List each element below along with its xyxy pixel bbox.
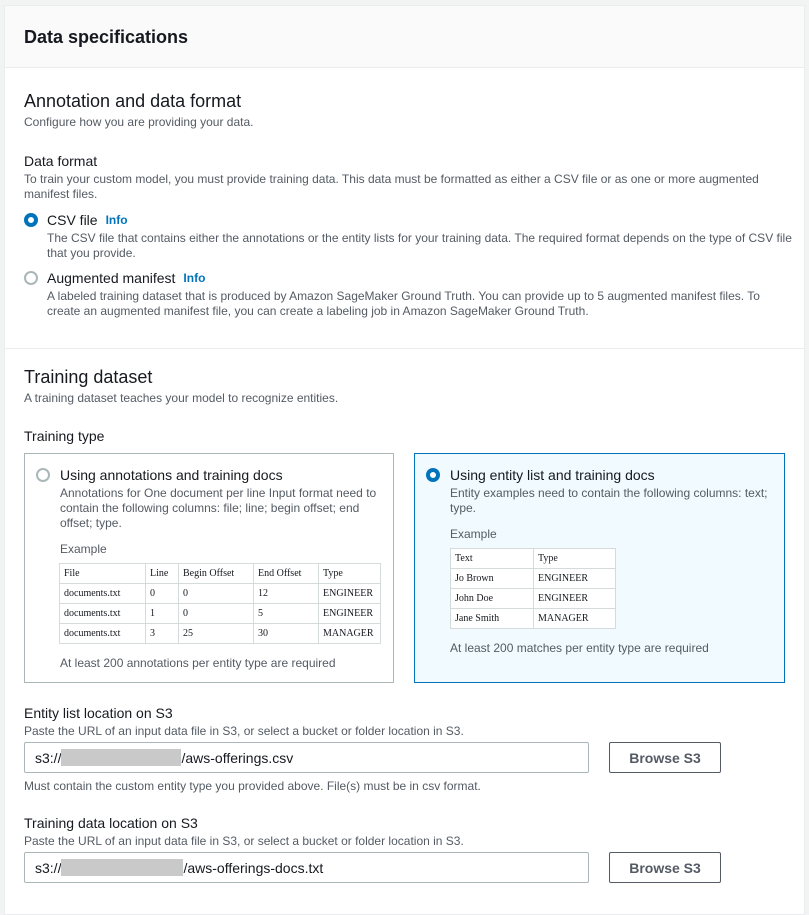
table-header-row: [60, 564, 381, 584]
annotations-example-table: [59, 563, 381, 644]
table-cell: 25: [179, 624, 254, 644]
table-cell: documents.txt: [60, 584, 146, 604]
table-cell: 0: [179, 604, 254, 624]
table-row: [451, 569, 616, 589]
table-header-cell: End Offset: [254, 564, 319, 584]
table-header-cell: File: [60, 564, 146, 584]
table-cell: 30: [254, 624, 319, 644]
training-data-location-description: Paste the URL of an input data file in S3, or select a bucket or folder location in S3.: [24, 834, 464, 848]
table-row: [451, 609, 616, 629]
augmented-manifest-radio[interactable]: [24, 271, 38, 285]
augmented-manifest-option-label: Augmented manifest: [47, 270, 176, 286]
training-data-location-label: Training data location on S3: [24, 815, 198, 831]
table-header-cell: Text: [451, 549, 534, 569]
redacted-bucket-name: [61, 749, 181, 766]
table-header-cell: Line: [146, 564, 179, 584]
entity-list-location-hint: Must contain the custom entity type you provided above. File(s) must be in csv format.: [24, 779, 481, 793]
training-data-location-prefix: s3://: [35, 859, 62, 876]
table-row: [451, 589, 616, 609]
csv-info-link[interactable]: Info: [105, 213, 128, 227]
table-row: [60, 604, 381, 624]
table-cell: 3: [146, 624, 179, 644]
data-format-option-augmented-manifest[interactable]: [24, 270, 794, 319]
table-cell: Jane Smith: [451, 609, 534, 629]
csv-option-label: CSV file: [47, 212, 98, 228]
training-data-location-suffix: /aws-offerings-docs.txt: [183, 859, 324, 876]
table-header-row: [451, 549, 616, 569]
annotations-tile-description: Annotations for One document per line Input format need to contain the following columns: file; line; begin offset; end offset; type.: [60, 486, 377, 530]
training-type-tile-entity-list[interactable]: [414, 453, 785, 683]
table-header-cell: Begin Offset: [179, 564, 254, 584]
augmented-manifest-option-description: A labeled training dataset that is produced by Amazon SageMaker Ground Truth. You can provide up to 5 augmented manifest files. To create an augmented manifest file, you can create a labeling job in Amazon SageMaker Ground Truth.: [47, 289, 760, 318]
table-cell: ENGINEER: [319, 604, 381, 624]
table-cell: ENGINEER: [319, 584, 381, 604]
data-format-option-csv[interactable]: [24, 212, 794, 261]
table-row: [60, 624, 381, 644]
training-dataset-heading: Training dataset: [24, 367, 153, 387]
csv-option-description: The CSV file that contains either the annotations or the entity lists for your training data. The required format depends on the type of CSV file that you provide.: [47, 231, 792, 260]
annotation-format-description: Configure how you are providing your data.: [24, 115, 254, 129]
annotation-format-section: [24, 91, 794, 319]
table-cell: 12: [254, 584, 319, 604]
entity-tile-footnote: At least 200 matches per entity type are required: [450, 641, 709, 655]
training-dataset-section: [24, 367, 794, 444]
training-type-tile-annotations[interactable]: [24, 453, 394, 683]
annotations-example-label: Example: [60, 542, 107, 556]
training-type-label: Training type: [24, 428, 105, 444]
data-specifications-panel: [4, 5, 805, 915]
entity-list-location-label: Entity list location on S3: [24, 705, 173, 721]
table-header-cell: Type: [319, 564, 381, 584]
table-cell: ENGINEER: [534, 569, 616, 589]
annotations-radio[interactable]: [36, 468, 50, 482]
training-data-browse-s3-button[interactable]: Browse S3: [609, 852, 721, 883]
data-format-description: To train your custom model, you must provide training data. This data must be formatted as either a CSV file or as one or more augmented manifest files.: [24, 172, 759, 201]
entity-list-location-description: Paste the URL of an input data file in S3, or select a bucket or folder location in S3.: [24, 724, 464, 738]
section-divider: [5, 348, 804, 349]
table-cell: MANAGER: [534, 609, 616, 629]
training-dataset-description: A training dataset teaches your model to recognize entities.: [24, 391, 339, 405]
entity-example-label: Example: [450, 527, 497, 541]
table-cell: John Doe: [451, 589, 534, 609]
table-cell: 0: [146, 584, 179, 604]
entity-tile-title: Using entity list and training docs: [450, 467, 655, 483]
annotation-format-heading: Annotation and data format: [24, 91, 242, 111]
redacted-bucket-name: [61, 859, 183, 876]
table-cell: documents.txt: [60, 624, 146, 644]
table-cell: Jo Brown: [451, 569, 534, 589]
annotations-tile-footnote: At least 200 annotations per entity type are required: [60, 656, 336, 670]
entity-list-radio[interactable]: [426, 468, 440, 482]
entity-list-location-suffix: /aws-offerings.csv: [181, 749, 294, 766]
table-cell: documents.txt: [60, 604, 146, 624]
table-cell: 5: [254, 604, 319, 624]
entity-list-browse-s3-button[interactable]: Browse S3: [609, 742, 721, 773]
table-cell: MANAGER: [319, 624, 381, 644]
table-cell: 1: [146, 604, 179, 624]
panel-header: [5, 6, 804, 68]
table-header-cell: Type: [534, 549, 616, 569]
entity-tile-description: Entity examples need to contain the following columns: text; type.: [450, 486, 768, 515]
entity-list-location-input[interactable]: [24, 742, 589, 773]
data-format-label: Data format: [24, 153, 98, 169]
panel-title: Data specifications: [24, 27, 189, 47]
augmented-manifest-info-link[interactable]: Info: [183, 271, 206, 285]
table-row: [60, 584, 381, 604]
table-cell: ENGINEER: [534, 589, 616, 609]
entity-list-location-prefix: s3://: [35, 749, 62, 766]
training-data-location-input[interactable]: [24, 852, 589, 883]
table-cell: 0: [179, 584, 254, 604]
entity-example-table: [450, 548, 616, 629]
csv-radio[interactable]: [24, 213, 38, 227]
annotations-tile-title: Using annotations and training docs: [60, 467, 283, 483]
